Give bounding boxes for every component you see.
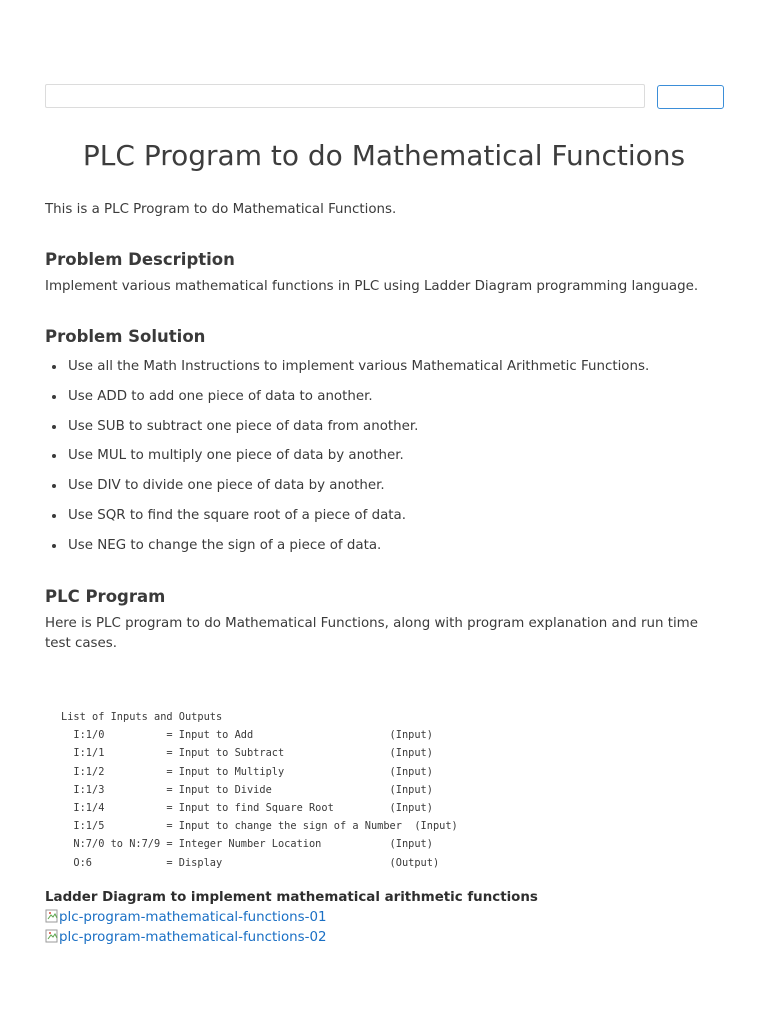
ladder-image-link-02[interactable] (45, 928, 327, 948)
list-item: Use DIV to divide one piece of data by another. (45, 476, 649, 506)
list-item: Use SUB to subtract one piece of data from another. (45, 417, 649, 447)
io-row: I:1/5 = Input to change the sign of a Number (Input) (61, 820, 458, 833)
plc-program-text: Here is PLC program to do Mathematical Functions, along with program explanation and run time test cases. (45, 616, 698, 651)
io-row: O:6 = Display (Output) (61, 856, 440, 869)
io-row: I:1/0 = Input to Add (Input) (61, 729, 433, 742)
broken-image-icon (45, 929, 59, 943)
solution-list (45, 357, 649, 566)
intro-text: This is a PLC Program to do Mathematical Functions. (45, 202, 397, 217)
broken-image-icon (45, 909, 59, 923)
problem-solution-heading: Problem Solution (45, 327, 206, 346)
list-item: Use MUL to multiply one piece of data by another. (45, 446, 649, 476)
io-row: I:1/3 = Input to Divide (Input) (61, 783, 433, 796)
plc-program-heading: PLC Program (45, 587, 166, 606)
list-item: Use NEG to change the sign of a piece of data. (45, 536, 649, 566)
io-row: I:1/2 = Input to Multiply (Input) (61, 765, 433, 778)
io-list-code-block (61, 708, 458, 872)
list-item: Use SQR to find the square root of a piece of data. (45, 506, 649, 536)
ladder-image-alt-text: plc-program-mathematical-functions-01 (59, 910, 327, 925)
io-row: I:1/1 = Input to Subtract (Input) (61, 747, 433, 760)
problem-description-heading: Problem Description (45, 250, 235, 269)
list-item: Use all the Math Instructions to implement various Mathematical Arithmetic Functions. (45, 357, 649, 387)
search-input[interactable] (45, 84, 645, 108)
ladder-image-alt-text: plc-program-mathematical-functions-02 (59, 930, 327, 945)
list-item: Use ADD to add one piece of data to another. (45, 387, 649, 417)
io-row: I:1/4 = Input to find Square Root (Input) (61, 801, 433, 814)
page-title: PLC Program to do Mathematical Functions (82, 139, 686, 172)
ladder-image-link-01[interactable] (45, 908, 327, 928)
search-button[interactable] (657, 85, 724, 109)
ladder-diagram-heading: Ladder Diagram to implement mathematical arithmetic functions (45, 890, 538, 905)
io-list-heading: List of Inputs and Outputs (61, 711, 223, 723)
io-row: N:7/0 to N:7/9 = Integer Number Location (Input) (61, 838, 433, 851)
problem-description-text: Implement various mathematical functions in PLC using Ladder Diagram programming language. (45, 279, 699, 294)
